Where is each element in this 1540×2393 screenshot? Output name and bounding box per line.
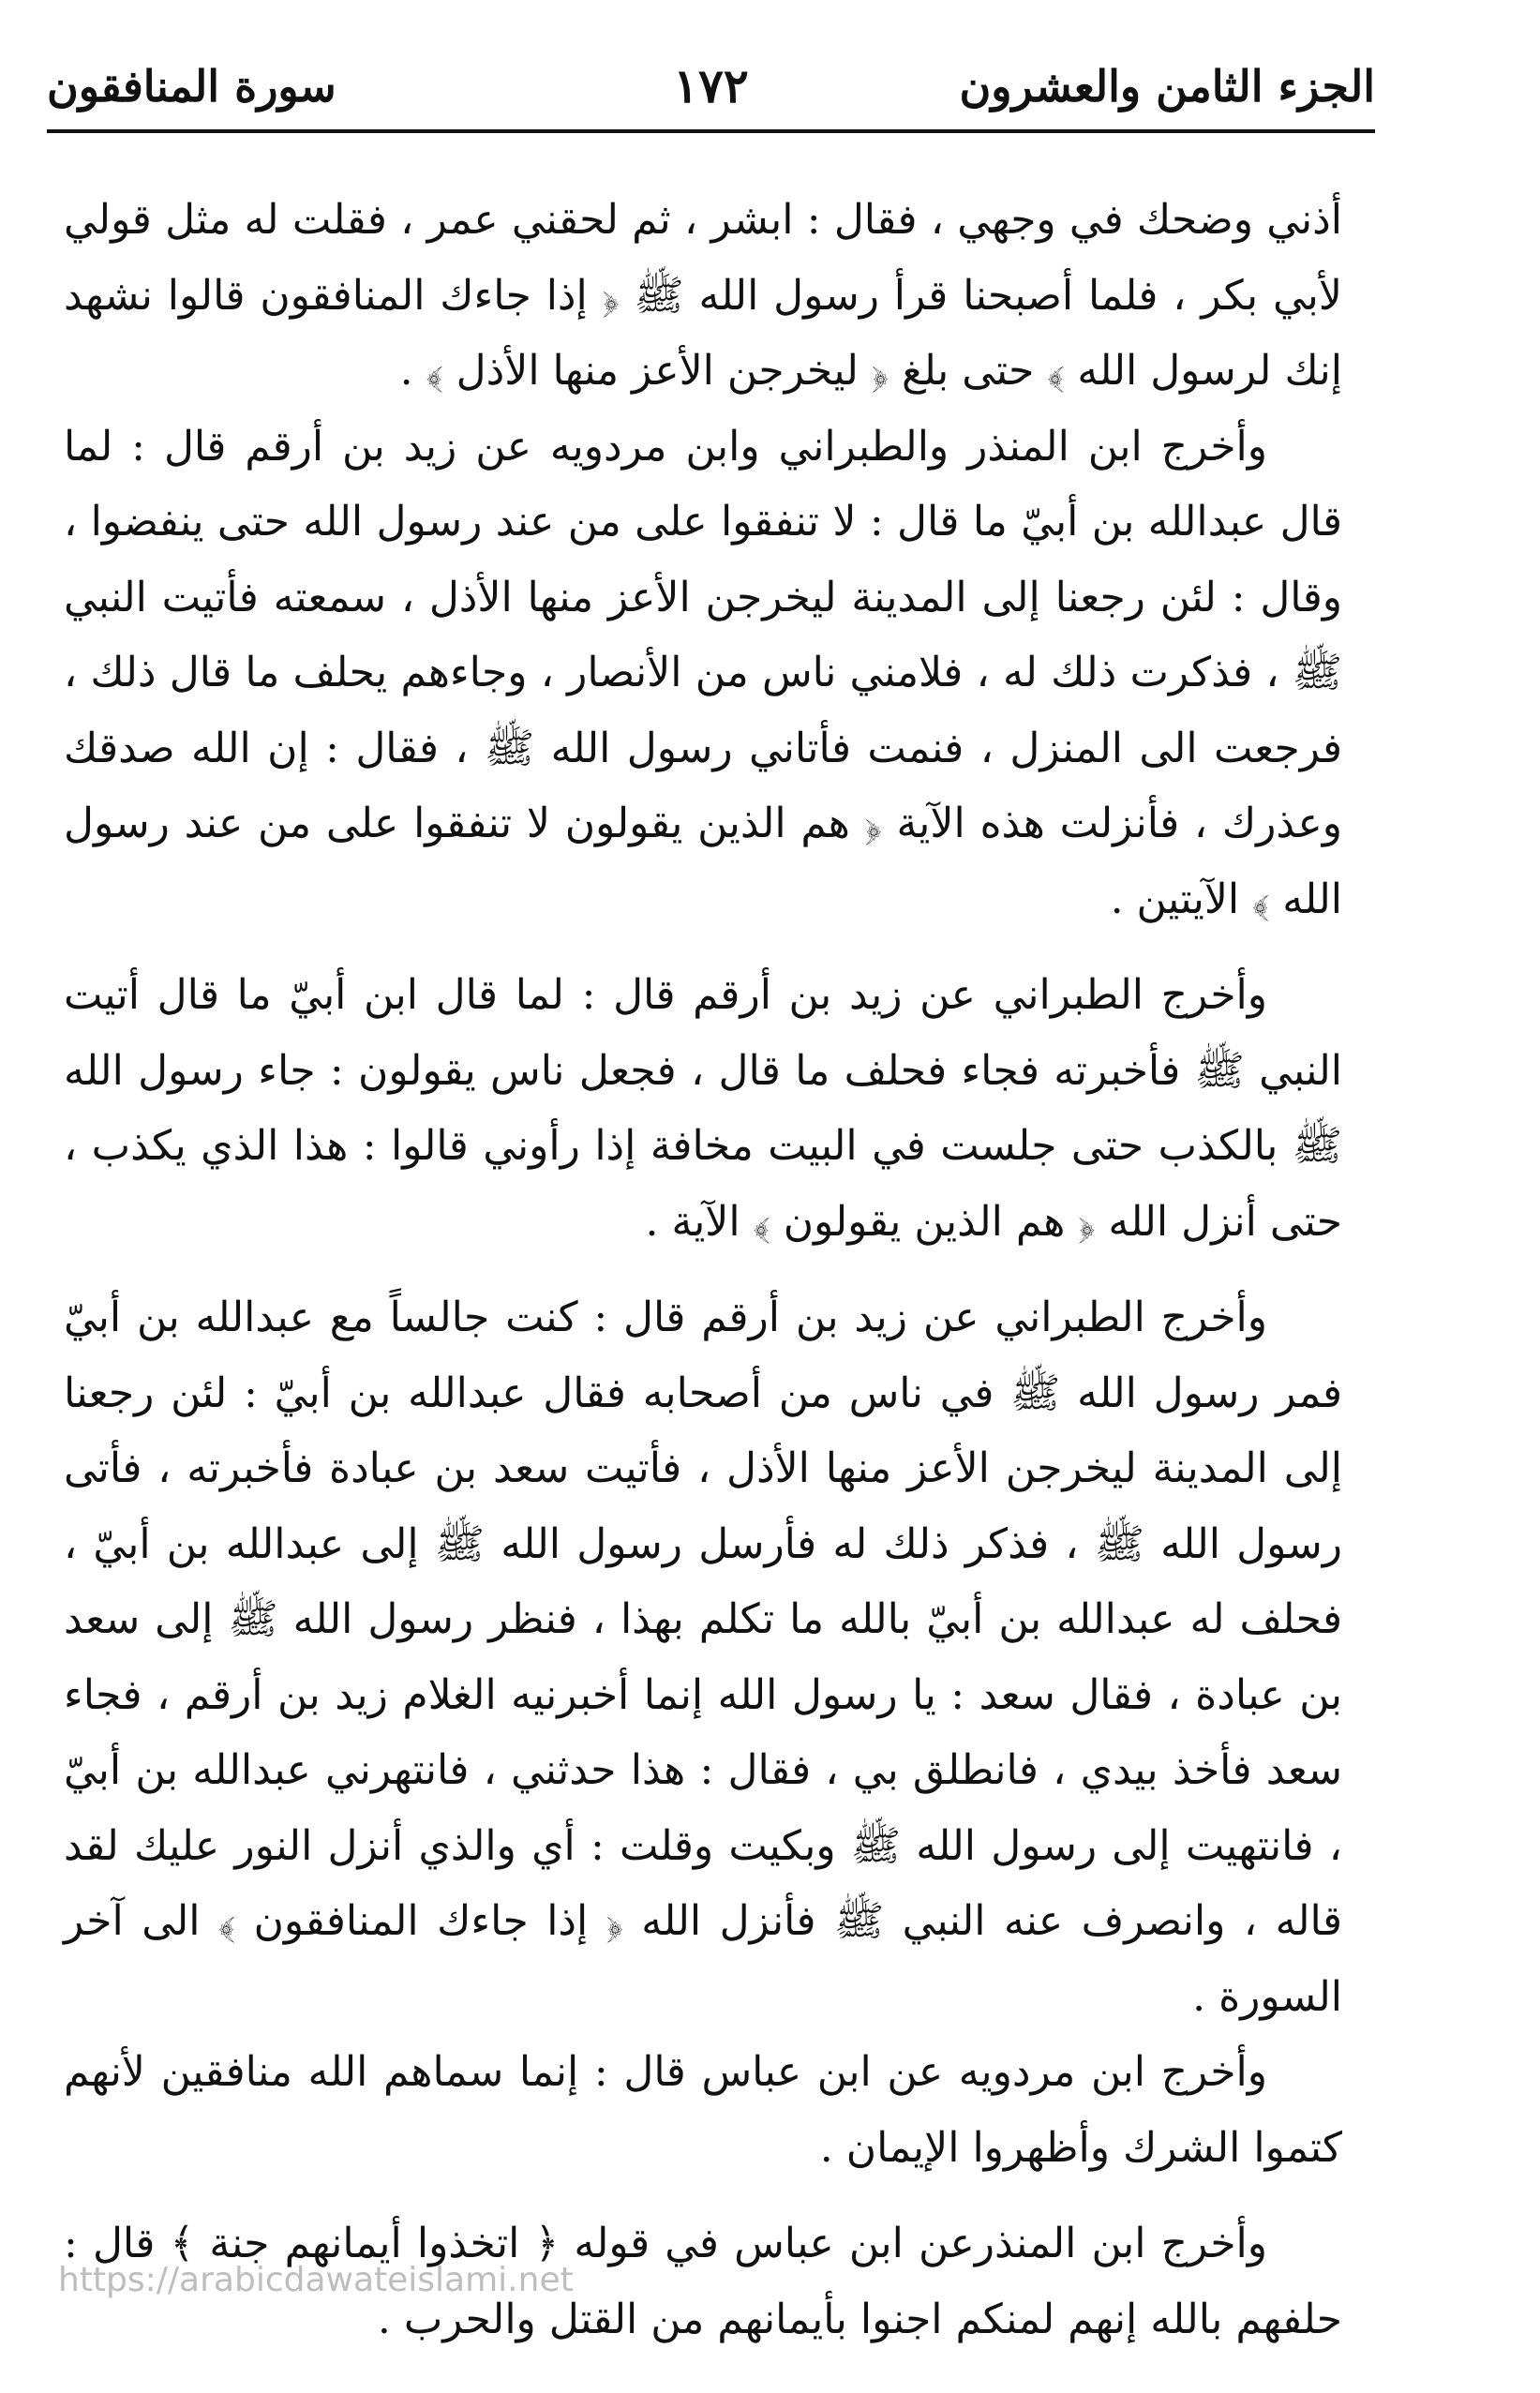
surah-title: سورة المنافقون (47, 61, 336, 112)
page-number: ١٧٢ (673, 58, 749, 113)
part-title: الجزء الثامن والعشرون (959, 61, 1375, 112)
paragraph-1: أذني وضحك في وجهي ، فقال : ابشر ، ثم لحقني عمر ، فقلت له مثل قولي لأبي بكر ، فلما أصبحنا قرأ رسول الله ﷺ ﴿ إذا جاءك المنافقون قالوا نشهد إنك لرسول الله ﴾ حتى بلغ ﴿ ليخرجن الأعز منها الأذل ﴾ . (64, 196, 1342, 395)
page-header (47, 39, 1375, 133)
paragraph-5: وأخرج ابن مردويه عن ابن عباس قال : إنما سماهم الله منافقين لأنهم كتموا الشرك وأظهروا الإيمان . (64, 2048, 1342, 2172)
paragraph-2: وأخرج ابن المنذر والطبراني وابن مردويه عن زيد بن أرقم قال : لما قال عبدالله بن أبيّ ما قال : لا تنفقوا على من عند رسول الله حتى ينفضوا ، وقال : لئن رجعنا إلى المدينة ليخرجن الأعز منها الأذل ، سمعته فأتيت النبي ﷺ ، فذكرت ذلك له ، فلامني ناس من الأنصار ، وجاءهم يحلف ما قال ذلك ، فرجعت الى المنزل ، فنمت فأتاني رسول الله ﷺ ، فقال : إن الله صدقك وعذرك ، فأنزلت هذه الآية ﴿ هم الذين يقولون لا تنفقوا على من عند رسول الله ﴾ الآيتين . (64, 422, 1342, 923)
header-divider (47, 129, 1375, 133)
page-body (64, 183, 1342, 2357)
paragraph-4: وأخرج الطبراني عن زيد بن أرقم قال : كنت جالساً مع عبدالله بن أبيّ فمر رسول الله ﷺ في ناس من أصحابه فقال عبدالله بن أبيّ : لئن رجعنا إلى المدينة ليخرجن الأعز منها الأذل ، فأتيت سعد بن عبادة فأخبرته ، فأتى رسول الله ﷺ ، فذكر ذلك له فأرسل رسول الله ﷺ إلى عبدالله بن أبيّ ، فحلف له عبدالله بن أبيّ بالله ما تكلم بهذا ، فنظر رسول الله ﷺ إلى سعد بن عبادة ، فقال سعد : يا رسول الله إنما أخبرنيه الغلام زيد بن أرقم ، فجاء سعد فأخذ بيدي ، فانطلق بي ، فقال : هذا حدثني ، فانتهرني عبدالله بن أبيّ ، فانتهيت إلى رسول الله ﷺ وبكيت وقلت : أي والذي أنزل النور عليك لقد قاله ، وانصرف عنه النبي ﷺ فأنزل الله ﴿ إذا جاءك المنافقون ﴾ الى آخر السورة . (64, 1294, 1342, 2021)
paragraph-3: وأخرج الطبراني عن زيد بن أرقم قال : لما قال ابن أبيّ ما قال أتيت النبي ﷺ فأخبرته فجاء فحلف ما قال ، فجعل ناس يقولون : جاء رسول الله ﷺ بالكذب حتى جلست في البيت مخافة إذا رأوني قالوا : هذا الذي يكذب ، حتى أنزل الله ﴿ هم الذين يقولون ﴾ الآية . (64, 971, 1342, 1246)
paragraph-6: وأخرج ابن المنذرعن ابن عباس في قوله ﴿ اتخذوا أيمانهم جنة ﴾ قال : حلفهم بالله إنهم لمنكم اجنوا بأيمانهم من القتل والحرب . (64, 2220, 1342, 2343)
watermark-url: https://arabicdawateislami.net (58, 2261, 574, 2299)
